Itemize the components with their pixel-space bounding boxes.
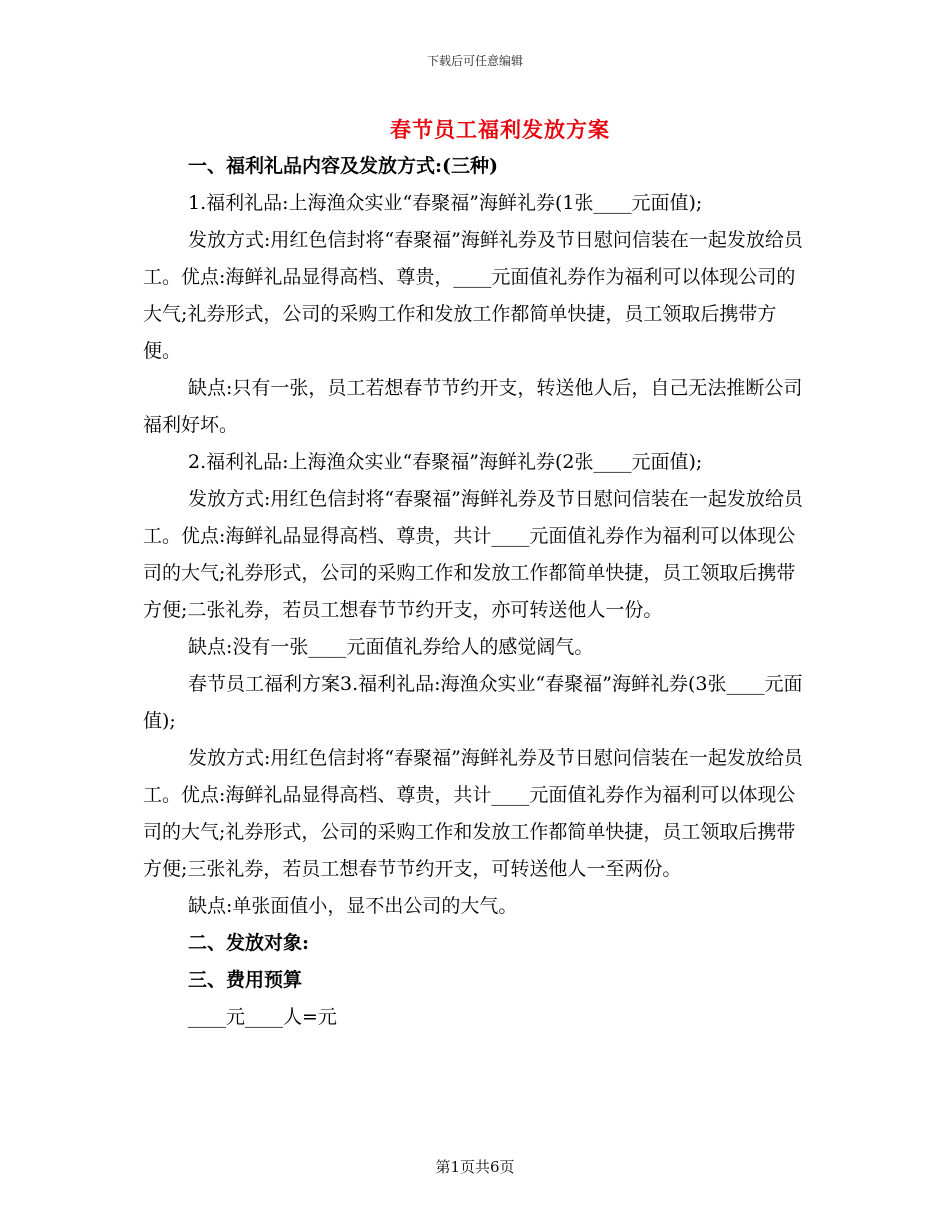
paragraph: 发放方式:用红色信封将“春聚福”海鲜礼券及节日慰问信装在一起发放给员工。优点:海鲜礼品显得高档、尊贵，共计____元面值礼券作为福利可以体现公司的大气;礼券形式，公司的采购工作和发放工作都简单快捷，员工领取后携带方便;三张礼券，若员工想春节节约开支，可转送他人一至两份。 (143, 747, 803, 880)
paragraph: 发放方式:用红色信封将“春聚福”海鲜礼券及节日慰问信装在一起发放给员工。优点:海鲜礼品显得高档、尊贵，共计____元面值礼券作为福利可以体现公司的大气;礼券形式，公司的采购工作和发放工作都简单快捷，员工领取后携带方便;二张礼券，若员工想春节节约开支，亦可转送他人一份。 (143, 488, 803, 621)
page-header: 下载后可任意编辑 (426, 54, 523, 68)
paragraph: 发放方式:用红色信封将“春聚福”海鲜礼券及节日慰问信装在一起发放给员工。优点:海鲜礼品显得高档、尊贵，____元面值礼券作为福利可以体现公司的大气;礼券形式，公司的采购工作和发放工作都简单快捷，员工领取后携带方便。 (143, 229, 803, 362)
section-heading-2: 二、发放对象: (188, 932, 310, 954)
document-body (143, 148, 813, 1036)
section-heading-1: 一、福利礼品内容及发放方式:(三种) (188, 155, 498, 177)
paragraph: 缺点:单张面值小，显不出公司的大气。 (188, 895, 518, 917)
paragraph: 春节员工福利方案3.福利礼品:海渔众实业“春聚福”海鲜礼券(3张____元面值); (143, 673, 803, 732)
paragraph: 1.福利礼品:上海渔众实业“春聚福”海鲜礼券(1张____元面值); (188, 192, 703, 214)
paragraph: 2.福利礼品:上海渔众实业“春聚福”海鲜礼券(2张____元面值); (188, 451, 703, 473)
paragraph: ____元____人=元 (188, 1006, 337, 1028)
document-title: 春节员工福利发放方案 (390, 117, 610, 142)
page-footer: 第1页共6页 (435, 1158, 515, 1176)
paragraph: 缺点:没有一张____元面值礼券给人的感觉阔气。 (188, 636, 594, 658)
paragraph: 缺点:只有一张，员工若想春节节约开支，转送他人后，自己无法推断公司福利好坏。 (143, 377, 803, 436)
section-heading-3: 三、费用预算 (188, 969, 303, 991)
